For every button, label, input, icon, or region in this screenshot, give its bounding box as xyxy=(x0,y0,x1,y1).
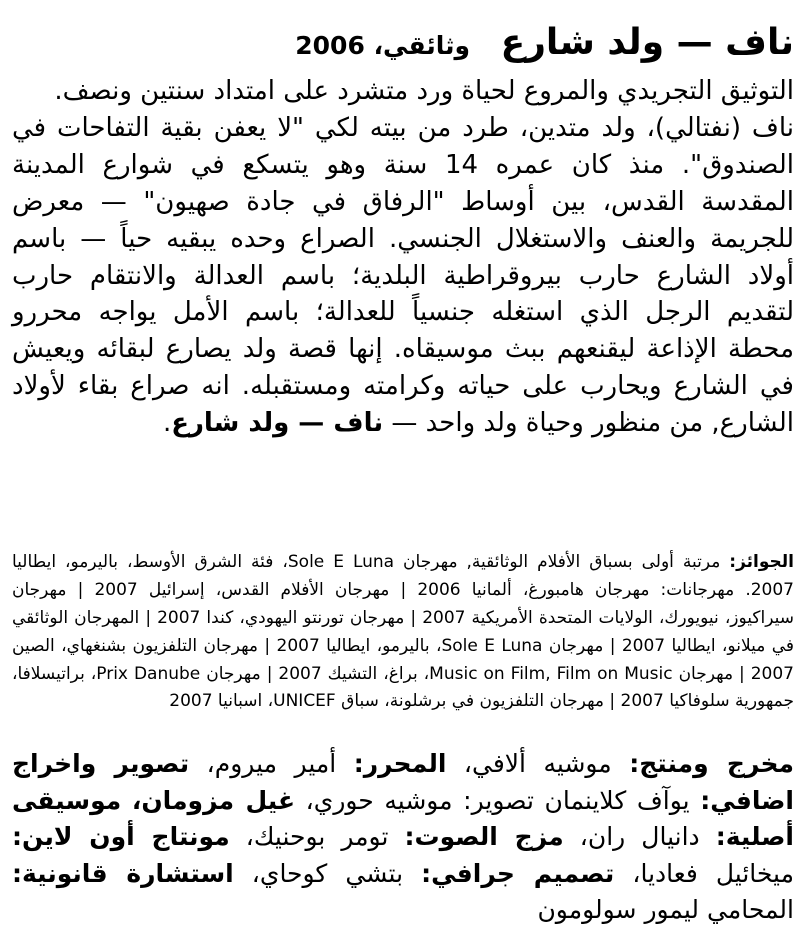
credit-value: تومر بوحنيك، xyxy=(229,822,405,851)
logline: التوثيق التجريدي والمروع لحياة ورد متشرد على امتداد سنتين ونصف. xyxy=(54,76,794,106)
film-title: ناف — ولد شارع xyxy=(500,22,794,63)
credit-value xyxy=(121,786,132,815)
credits-paragraph xyxy=(12,746,794,924)
credit-label: مخرج ومنتج: xyxy=(629,749,794,778)
film-genre-year: وثائقي، 2006 xyxy=(295,31,471,60)
film-title-inline: ناف — ولد شارع xyxy=(171,408,384,439)
credit-value: ميخائيل فعاديا، xyxy=(614,858,794,888)
credit-label: استشارة قانونية: xyxy=(12,858,234,888)
credit-label: غيل مزومان، xyxy=(131,785,296,815)
synopsis-paragraph xyxy=(12,110,794,442)
credit-label: المحرر: xyxy=(353,749,447,778)
credit-value: أمير ميروم، xyxy=(189,749,354,778)
synopsis-text: ناف (نفتالي)، ولد متدين، طرد من بيته لكي "لا يعفن بقية التفاحات في الصندوق". منذ كان عمره 14 سنة وهو يتسكع في شوارع المدينة المقدسة القدس، بين أوساط "الرفاق في جادة صهيون" — معرض للجريمة والعنف والاستغلال الجنسي. الصراع وحده يبقيه حياً — باسم أولاد الشارع حارب بيروقراطية البلدية؛ باسم العدالة والانتقام حارب لتقديم الرجل الذي استغله جنسياً للعدالة؛ باسم الأمل يواجه محررو محطة الإذاعة ليقنعهم ببث موسيقاه. إنها قصة ولد يصارع لبقائه ويعيش في الشارع ويحارب على حياته وكرامته ومستقبله. انه صراع بقاء لأولاد الشارع, من منظور وحياة ولد واحد — xyxy=(12,112,794,439)
credit-value: موشيه ألافي، xyxy=(446,749,630,778)
credit-label: مزج الصوت: xyxy=(404,822,564,851)
credit-value: المحامي ليمور سولومون xyxy=(537,895,794,924)
film-heading xyxy=(12,20,794,65)
credit-label: تصميم جرافي: xyxy=(421,858,615,888)
awards-label: الجوائز: xyxy=(729,552,795,572)
credit-value: يوآف كلاينمان تصوير: موشيه حوري، xyxy=(295,785,701,815)
credit-label: مونتاج أون لاين: xyxy=(12,822,230,851)
awards-paragraph xyxy=(12,549,794,716)
main-text-block xyxy=(12,20,794,442)
synopsis-period: . xyxy=(162,408,172,439)
credit-label: تصوير واخراج اضافي: xyxy=(12,749,794,815)
credit-label: موسيقى أصلية: xyxy=(12,785,794,851)
awards-text: مرتبة أولى بسباق الأفلام الوثائقية, مهرجان Sole E Luna، فئة الشرق الأوسط، باليرمو، ايطاليا 2007. مهرجانات: مهرجان هامبورغ، ألمانيا 2006 | مهرجان الأفلام القدس، إسرائيل 2007 | مهرجان سيراكيوز، نيويورك، الولايات المتحدة الأمريكية 2007 | مهرجان تورنتو اليهودي، كندا 2007 | المهرجان الوثائقي في ميلانو، ايطاليا 2007 | مهرجان Sole E Luna، باليرمو، ايطاليا 2007 | مهرجان التلفزيون بشنغهاي، الصين 2007 | مهرجان Music on Film, Film on Music، براغ، التشيك 2007 | مهرجان Prix Danube، براتيسلافا، جمهورية سلوفاكيا 2007 | مهرجان التلفزيون في برشلونة، سباق UNICEF، اسبانيا 2007 xyxy=(12,552,794,712)
credit-value: بتشي كوحاي، xyxy=(233,858,422,888)
credit-value: دانيال ران، xyxy=(563,822,716,851)
